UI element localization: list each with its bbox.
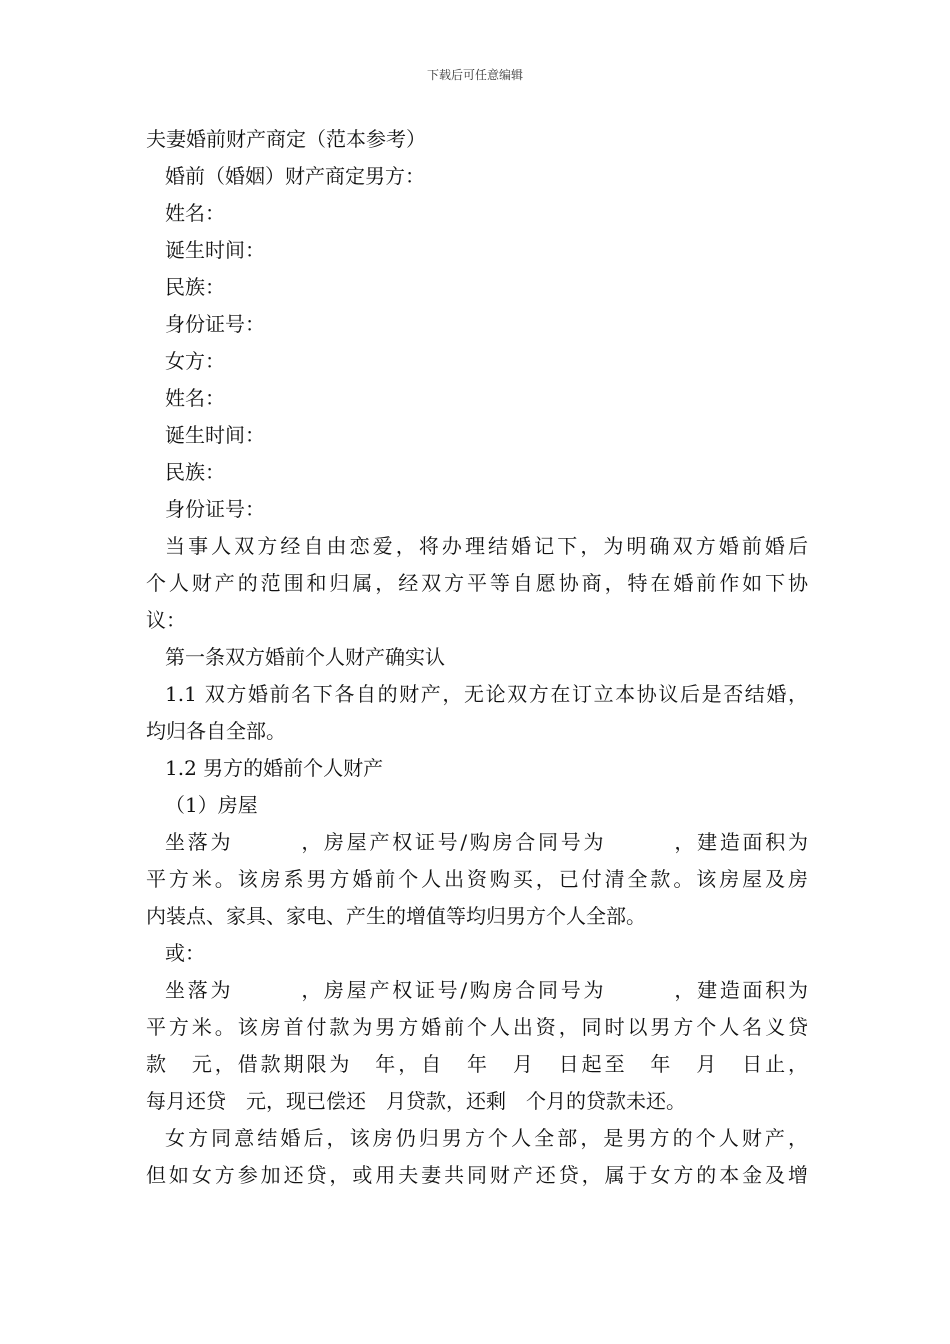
male-ethnicity-field: 民族： <box>165 275 225 299</box>
house-option-b-line: 平方米。该房首付款为男方婚前个人出资，同时以男方个人名义贷 <box>146 1015 808 1039</box>
house-option-a-line: 平方米。该房系男方婚前个人出资购买，已付清全款。该房屋及房 <box>146 867 808 891</box>
male-birth-field: 诞生时间： <box>165 238 265 262</box>
intro-paragraph-line: 议： <box>146 608 186 632</box>
item-house-heading: （1）房屋 <box>165 793 258 817</box>
document-body <box>146 121 808 1194</box>
female-label: 女方： <box>165 349 225 373</box>
intro-paragraph-line: 个人财产的范围和归属，经双方平等自愿协商，特在婚前作如下协 <box>146 571 808 595</box>
house-option-a-line: 内装点、家具、家电、产生的增值等均归男方个人全部。 <box>146 904 646 928</box>
male-name-field: 姓名： <box>165 201 225 225</box>
closing-paragraph-line: 但如女方参加还贷，或用夫妻共同财产还贷，属于女方的本金及增 <box>146 1163 808 1187</box>
intro-paragraph-line: 当事人双方经自由恋爱，将办理结婚记下，为明确双方婚前婚后 <box>165 534 808 558</box>
house-option-b-line: 坐落为 ，房屋产权证号/购房合同号为 ，建造面积为 <box>165 978 808 1002</box>
female-id-field: 身份证号： <box>165 497 265 521</box>
agreement-heading: 婚前（婚姻）财产商定男方： <box>165 164 425 188</box>
clause-1-2: 1.2 男方的婚前个人财产 <box>165 756 384 780</box>
female-name-field: 姓名： <box>165 386 225 410</box>
female-birth-field: 诞生时间： <box>165 423 265 447</box>
closing-paragraph-line: 女方同意结婚后，该房仍归男方个人全部，是男方的个人财产， <box>165 1126 808 1150</box>
male-id-field: 身份证号： <box>165 312 265 336</box>
page-header: 下载后可任意编辑 <box>426 68 523 82</box>
house-option-a-line: 坐落为 ，房屋产权证号/购房合同号为 ，建造面积为 <box>165 830 808 854</box>
clause-1-1-line: 1.1 双方婚前名下各自的财产，无论双方在订立本协议后是否结婚， <box>165 682 808 706</box>
document-title: 夫妻婚前财产商定（范本参考） <box>146 127 426 151</box>
clause-1-1-line: 均归各自全部。 <box>146 719 286 743</box>
female-ethnicity-field: 民族： <box>165 460 225 484</box>
house-option-b-line: 每月还贷 元，现已偿还 月贷款，还剩 个月的贷款未还。 <box>146 1089 686 1113</box>
house-option-b-line: 款 元，借款期限为 年，自 年 月 日起至 年 月 日止， <box>146 1052 808 1076</box>
or-label: 或： <box>165 941 205 965</box>
article-1-title: 第一条双方婚前个人财产确实认 <box>165 645 445 669</box>
